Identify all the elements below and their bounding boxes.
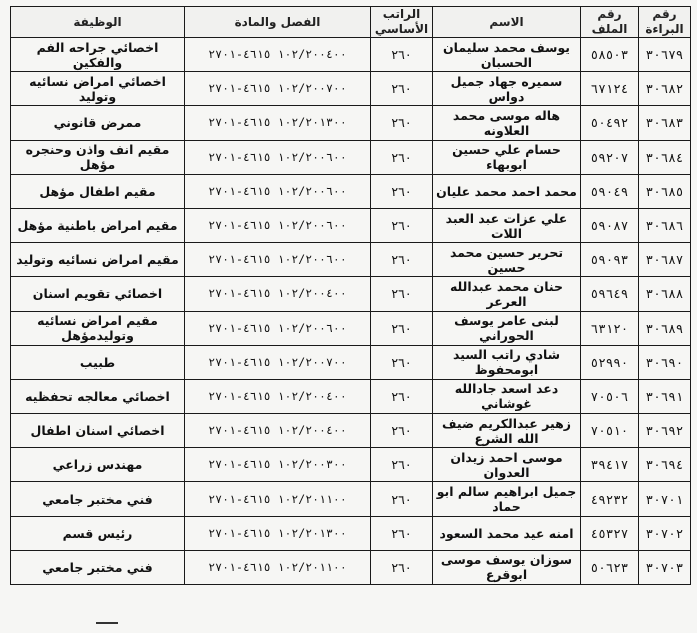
- name-cell: امنه عيد محمد السعود: [433, 516, 581, 550]
- section-article-cell: ١٠٢/٢٠٠٦٠٠ ٤٦١٥-٢٧٠١: [185, 311, 371, 345]
- header-file-number: رقم الملف: [581, 7, 639, 38]
- file-number-cell: ٤٥٣٢٧: [581, 516, 639, 550]
- file-number-cell: ٥٩٠٤٩: [581, 174, 639, 208]
- table-row: [11, 550, 691, 584]
- job-title-cell: طبيب: [11, 345, 185, 379]
- section-article-cell: ١٠٢/٢٠١١٠٠ ٤٦١٥-٢٧٠١: [185, 550, 371, 584]
- header-job-title: الوظيفة: [11, 7, 185, 38]
- file-number-cell: ٥٩٠٩٣: [581, 243, 639, 277]
- header-section-and-article: الفصل والمادة: [185, 7, 371, 38]
- table-row: [11, 414, 691, 448]
- basic-salary-cell: ٢٦٠: [371, 482, 433, 516]
- name-cell: علي عزات عبد العبد اللات: [433, 208, 581, 242]
- certificate-number-cell: ٣٠٧٠٢: [639, 516, 691, 550]
- certificate-number-cell: ٣٠٦٨٣: [639, 106, 691, 140]
- job-title-cell: رئيس قسم: [11, 516, 185, 550]
- basic-salary-cell: ٢٦٠: [371, 208, 433, 242]
- table-row: [11, 243, 691, 277]
- name-cell: زهير عبدالكريم ضيف الله الشرع: [433, 414, 581, 448]
- job-title-cell: مهندس زراعي: [11, 448, 185, 482]
- name-cell: حسام علي حسين ابوبهاء: [433, 140, 581, 174]
- job-title-cell: فني مختبر جامعي: [11, 482, 185, 516]
- certificate-number-cell: ٣٠٦٨٨: [639, 277, 691, 311]
- name-cell: سميره جهاد جميل دواس: [433, 72, 581, 106]
- job-title-cell: اخصائي تقويم اسنان: [11, 277, 185, 311]
- table-row: [11, 208, 691, 242]
- table-header-row: [11, 7, 691, 38]
- file-number-cell: ٦٧١٢٤: [581, 72, 639, 106]
- certificate-number-cell: ٣٠٦٨٢: [639, 72, 691, 106]
- basic-salary-cell: ٢٦٠: [371, 140, 433, 174]
- scan-mark: [96, 622, 118, 624]
- basic-salary-cell: ٢٦٠: [371, 379, 433, 413]
- file-number-cell: ٧٠٥٠٦: [581, 379, 639, 413]
- section-article-cell: ١٠٢/٢٠٠٤٠٠ ٤٦١٥-٢٧٠١: [185, 414, 371, 448]
- certificate-number-cell: ٣٠٦٩٤: [639, 448, 691, 482]
- table-row: [11, 72, 691, 106]
- job-title-cell: اخصائي اسنان اطفال: [11, 414, 185, 448]
- section-article-cell: ١٠٢/٢٠٠٦٠٠ ٤٦١٥-٢٧٠١: [185, 174, 371, 208]
- job-title-cell: مقيم اطفال مؤهل: [11, 174, 185, 208]
- job-title-cell: مقيم امراض باطنية مؤهل: [11, 208, 185, 242]
- basic-salary-cell: ٢٦٠: [371, 174, 433, 208]
- name-cell: لبنى عامر يوسف الحوراني: [433, 311, 581, 345]
- name-cell: محمد احمد محمد عليان: [433, 174, 581, 208]
- certificate-number-cell: ٣٠٦٩٠: [639, 345, 691, 379]
- file-number-cell: ٣٩٤١٧: [581, 448, 639, 482]
- file-number-cell: ٤٩٢٣٢: [581, 482, 639, 516]
- header-name: الاسم: [433, 7, 581, 38]
- basic-salary-cell: ٢٦٠: [371, 243, 433, 277]
- job-title-cell: مقيم امراض نسائيه وتوليد: [11, 243, 185, 277]
- section-article-cell: ١٠٢/٢٠١٣٠٠ ٤٦١٥-٢٧٠١: [185, 516, 371, 550]
- certificate-number-cell: ٣٠٦٨٦: [639, 208, 691, 242]
- header-basic-salary: الراتب الأساسي: [371, 7, 433, 38]
- name-cell: يوسف محمد سليمان الحسبان: [433, 38, 581, 72]
- table-row: [11, 311, 691, 345]
- file-number-cell: ٧٠٥١٠: [581, 414, 639, 448]
- basic-salary-cell: ٢٦٠: [371, 448, 433, 482]
- section-article-cell: ١٠٢/٢٠٠٧٠٠ ٤٦١٥-٢٧٠١: [185, 345, 371, 379]
- table-row: [11, 379, 691, 413]
- section-article-cell: ١٠٢/٢٠٠٤٠٠ ٤٦١٥-٢٧٠١: [185, 38, 371, 72]
- certificate-number-cell: ٣٠٦٧٩: [639, 38, 691, 72]
- name-cell: حنان محمد عبدالله العرعر: [433, 277, 581, 311]
- certificate-number-cell: ٣٠٧٠٣: [639, 550, 691, 584]
- file-number-cell: ٥٨٥٠٣: [581, 38, 639, 72]
- basic-salary-cell: ٢٦٠: [371, 414, 433, 448]
- table-row: [11, 482, 691, 516]
- table-row: [11, 277, 691, 311]
- name-cell: تحرير حسين محمد حسين: [433, 243, 581, 277]
- table-row: [11, 345, 691, 379]
- certificate-number-cell: ٣٠٦٩١: [639, 379, 691, 413]
- basic-salary-cell: ٢٦٠: [371, 550, 433, 584]
- section-article-cell: ١٠٢/٢٠١١٠٠ ٤٦١٥-٢٧٠١: [185, 482, 371, 516]
- basic-salary-cell: ٢٦٠: [371, 311, 433, 345]
- section-article-cell: ١٠٢/٢٠٠٦٠٠ ٤٦١٥-٢٧٠١: [185, 208, 371, 242]
- job-title-cell: مقيم امراض نسائيه وتوليدمؤهل: [11, 311, 185, 345]
- name-cell: جميل ابراهيم سالم ابو حماد: [433, 482, 581, 516]
- section-article-cell: ١٠٢/٢٠٠٣٠٠ ٤٦١٥-٢٧٠١: [185, 448, 371, 482]
- job-title-cell: ممرض قانوني: [11, 106, 185, 140]
- certificate-number-cell: ٣٠٧٠١: [639, 482, 691, 516]
- table-row: [11, 38, 691, 72]
- section-article-cell: ١٠٢/٢٠٠٦٠٠ ٤٦١٥-٢٧٠١: [185, 140, 371, 174]
- name-cell: سوزان يوسف موسى ابوقرع: [433, 550, 581, 584]
- basic-salary-cell: ٢٦٠: [371, 38, 433, 72]
- section-article-cell: ١٠٢/٢٠٠٧٠٠ ٤٦١٥-٢٧٠١: [185, 72, 371, 106]
- job-title-cell: مقيم انف واذن وحنجره مؤهل: [11, 140, 185, 174]
- basic-salary-cell: ٢٦٠: [371, 277, 433, 311]
- table-row: [11, 140, 691, 174]
- section-article-cell: ١٠٢/٢٠٠٦٠٠ ٤٦١٥-٢٧٠١: [185, 243, 371, 277]
- table-row: [11, 448, 691, 482]
- file-number-cell: ٥٩٦٤٩: [581, 277, 639, 311]
- header-certificate-number: رقم البراءة: [639, 7, 691, 38]
- file-number-cell: ٥٩٢٠٧: [581, 140, 639, 174]
- basic-salary-cell: ٢٦٠: [371, 106, 433, 140]
- table-row: [11, 106, 691, 140]
- section-article-cell: ١٠٢/٢٠٠٤٠٠ ٤٦١٥-٢٧٠١: [185, 379, 371, 413]
- job-title-cell: اخصائي معالجه تحفظيه: [11, 379, 185, 413]
- table-row: [11, 174, 691, 208]
- section-article-cell: ١٠٢/٢٠١٣٠٠ ٤٦١٥-٢٧٠١: [185, 106, 371, 140]
- name-cell: هاله موسى محمد العلاونه: [433, 106, 581, 140]
- file-number-cell: ٥٩٠٨٧: [581, 208, 639, 242]
- file-number-cell: ٥٢٩٩٠: [581, 345, 639, 379]
- name-cell: موسى احمد زيدان العدوان: [433, 448, 581, 482]
- employee-table: [10, 6, 691, 585]
- job-title-cell: فني مختبر جامعي: [11, 550, 185, 584]
- basic-salary-cell: ٢٦٠: [371, 516, 433, 550]
- certificate-number-cell: ٣٠٦٨٧: [639, 243, 691, 277]
- basic-salary-cell: ٢٦٠: [371, 345, 433, 379]
- certificate-number-cell: ٣٠٦٩٢: [639, 414, 691, 448]
- name-cell: شادي راتب السيد ابومحفوظ: [433, 345, 581, 379]
- file-number-cell: ٥٠٤٩٢: [581, 106, 639, 140]
- job-title-cell: اخصائي جراحه الفم والفكين: [11, 38, 185, 72]
- file-number-cell: ٥٠٦٢٣: [581, 550, 639, 584]
- table-row: [11, 516, 691, 550]
- certificate-number-cell: ٣٠٦٨٩: [639, 311, 691, 345]
- name-cell: دعد اسعد جادالله غوشاني: [433, 379, 581, 413]
- file-number-cell: ٦٣١٢٠: [581, 311, 639, 345]
- basic-salary-cell: ٢٦٠: [371, 72, 433, 106]
- certificate-number-cell: ٣٠٦٨٤: [639, 140, 691, 174]
- job-title-cell: اخصائي امراض نسائيه وتوليد: [11, 72, 185, 106]
- certificate-number-cell: ٣٠٦٨٥: [639, 174, 691, 208]
- section-article-cell: ١٠٢/٢٠٠٤٠٠ ٤٦١٥-٢٧٠١: [185, 277, 371, 311]
